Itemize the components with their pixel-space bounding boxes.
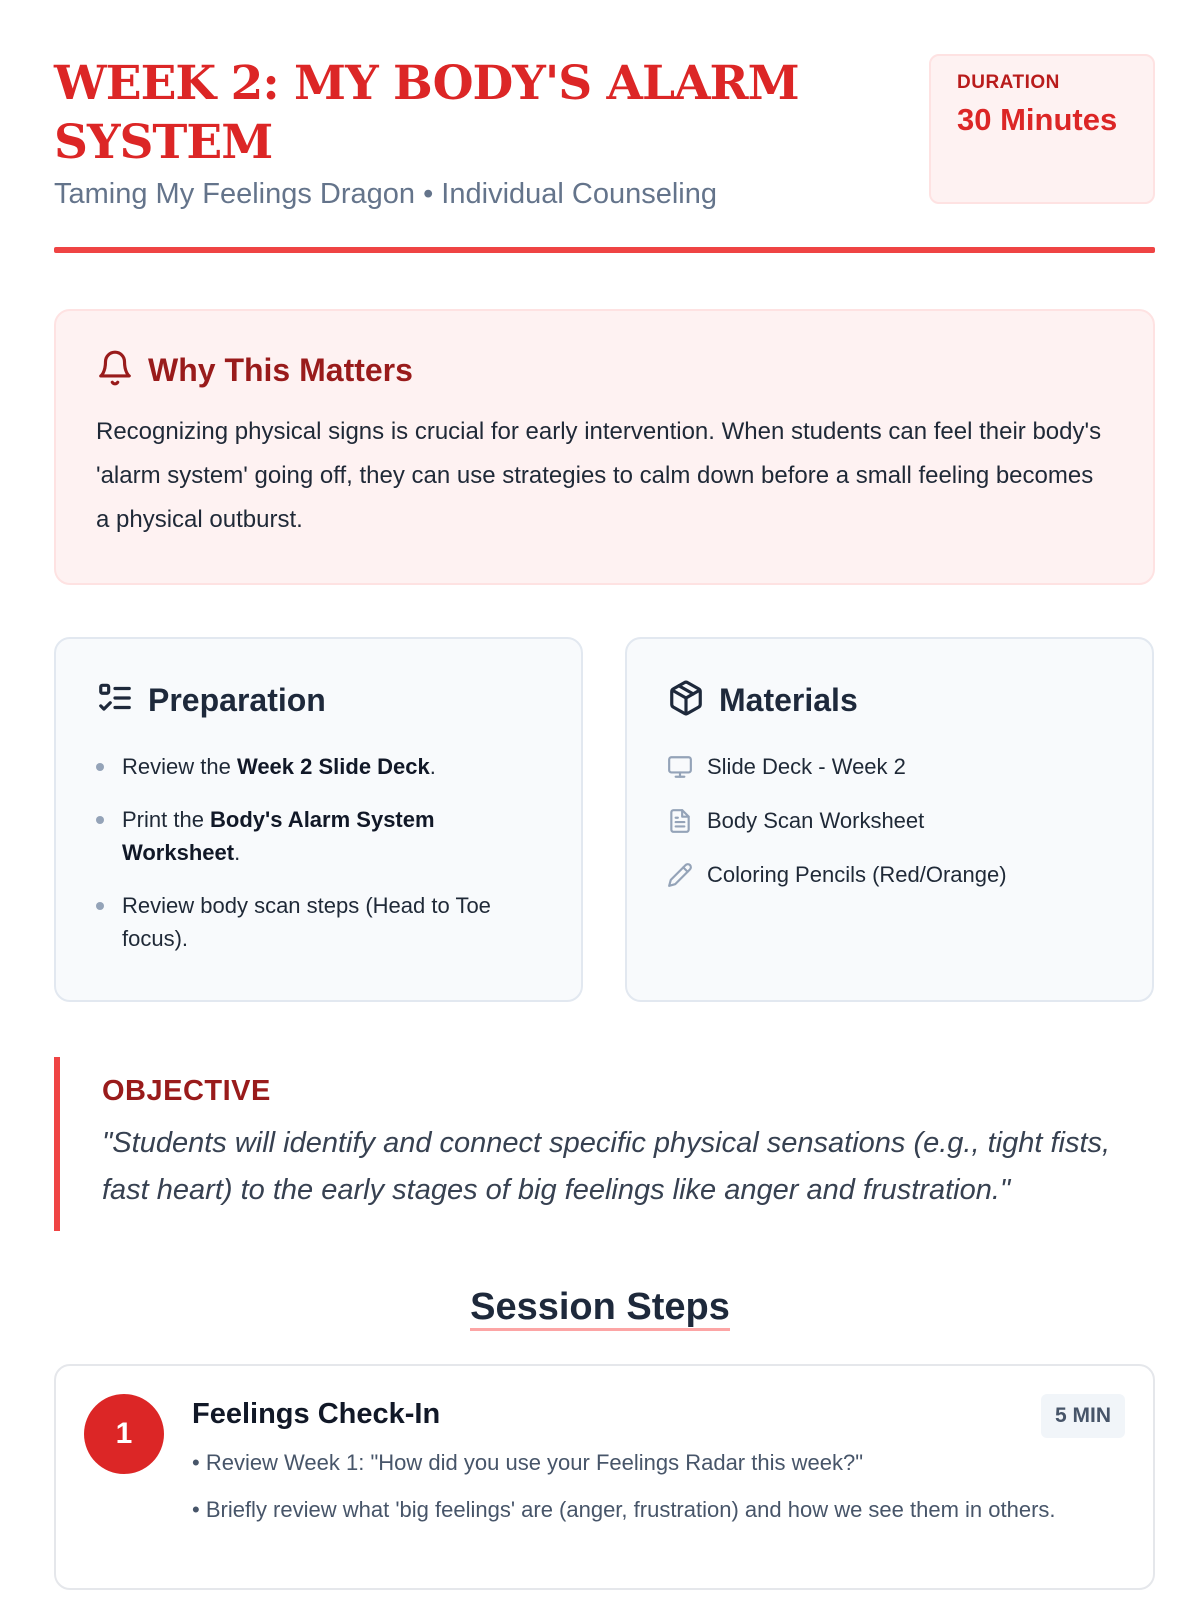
- preparation-list: [96, 750, 541, 955]
- materials-title: Materials: [719, 682, 858, 718]
- step-number-badge: 1: [84, 1394, 164, 1474]
- list-item: Review body scan steps (Head to Toe focus).: [96, 889, 541, 955]
- why-title: Why This Matters: [148, 352, 413, 388]
- list-item: [667, 858, 1112, 892]
- session-step-card: [54, 1364, 1155, 1590]
- objective-label: OBJECTIVE: [102, 1075, 271, 1107]
- material-label: Body Scan Worksheet: [707, 808, 925, 833]
- step-detail-line: • Briefly review what 'big feelings' are (anger, frustration) and how we see them in others.: [192, 1497, 1056, 1522]
- list-item: [667, 804, 1112, 838]
- step-duration-badge: 5 MIN: [1041, 1394, 1125, 1438]
- list-item: Print the Body's Alarm System Worksheet.: [96, 803, 541, 869]
- box-icon: [667, 679, 705, 722]
- checklist-icon: [96, 679, 134, 722]
- material-label: Slide Deck - Week 2: [707, 754, 906, 779]
- list-item: Review the Week 2 Slide Deck.: [96, 750, 541, 783]
- duration-label: DURATION: [957, 72, 1060, 93]
- document-icon: [667, 808, 693, 834]
- objective-block: [54, 1057, 1155, 1231]
- step-title: Feelings Check-In: [192, 1398, 441, 1430]
- objective-quote: "Students will identify and connect specific physical sensations (e.g., tight fists, fast heart) to the early stages of big feelings like anger and frustration.": [102, 1127, 1111, 1206]
- page-subtitle: Taming My Feelings Dragon • Individual Counseling: [54, 178, 717, 210]
- step-detail-line: • Review Week 1: "How did you use your Feelings Radar this week?": [192, 1450, 863, 1475]
- preparation-card: [54, 637, 583, 1002]
- duration-badge: [929, 54, 1155, 204]
- page-title: WEEK 2: MY BODY'S ALARM SYSTEM: [54, 56, 799, 170]
- bell-icon: [96, 349, 134, 392]
- why-body: Recognizing physical signs is crucial for early intervention. When students can feel their body's 'alarm system' going off, they can use strategies to calm down before a small feeling becomes a physical outburst.: [96, 418, 1102, 533]
- why-this-matters-card: [54, 309, 1155, 585]
- list-item: [667, 750, 1112, 784]
- header-divider: [54, 247, 1155, 253]
- materials-card: [625, 637, 1154, 1002]
- preparation-title: Preparation: [148, 682, 326, 718]
- materials-list: [667, 750, 1112, 892]
- monitor-icon: [667, 754, 693, 780]
- section-title: Session Steps: [470, 1286, 730, 1331]
- step-details: [192, 1446, 1092, 1540]
- session-steps-heading: [0, 1286, 1200, 1329]
- material-label: Coloring Pencils (Red/Orange): [707, 862, 1007, 887]
- pencil-icon: [667, 862, 693, 888]
- duration-value: 30 Minutes: [957, 102, 1118, 137]
